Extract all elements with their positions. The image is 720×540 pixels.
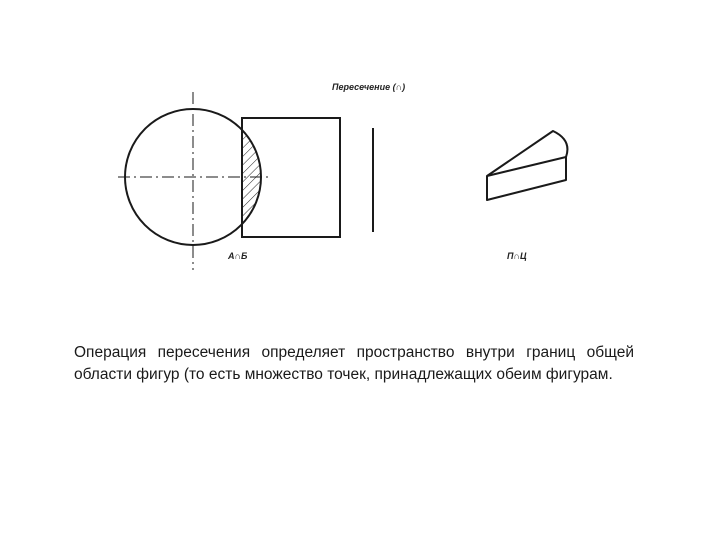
label-p-cap-c: П∩Ц <box>507 251 527 261</box>
intersection-solid <box>487 131 567 200</box>
diagram-title: Пересечение (∩) <box>332 82 406 92</box>
label-a-cap-b: А∩Б <box>228 251 248 261</box>
caption-text: Операция пересечения определяет пространство внутри границ общей области фигур (то есть множество точек, принадлежащих обеим фигурам. <box>74 344 634 383</box>
